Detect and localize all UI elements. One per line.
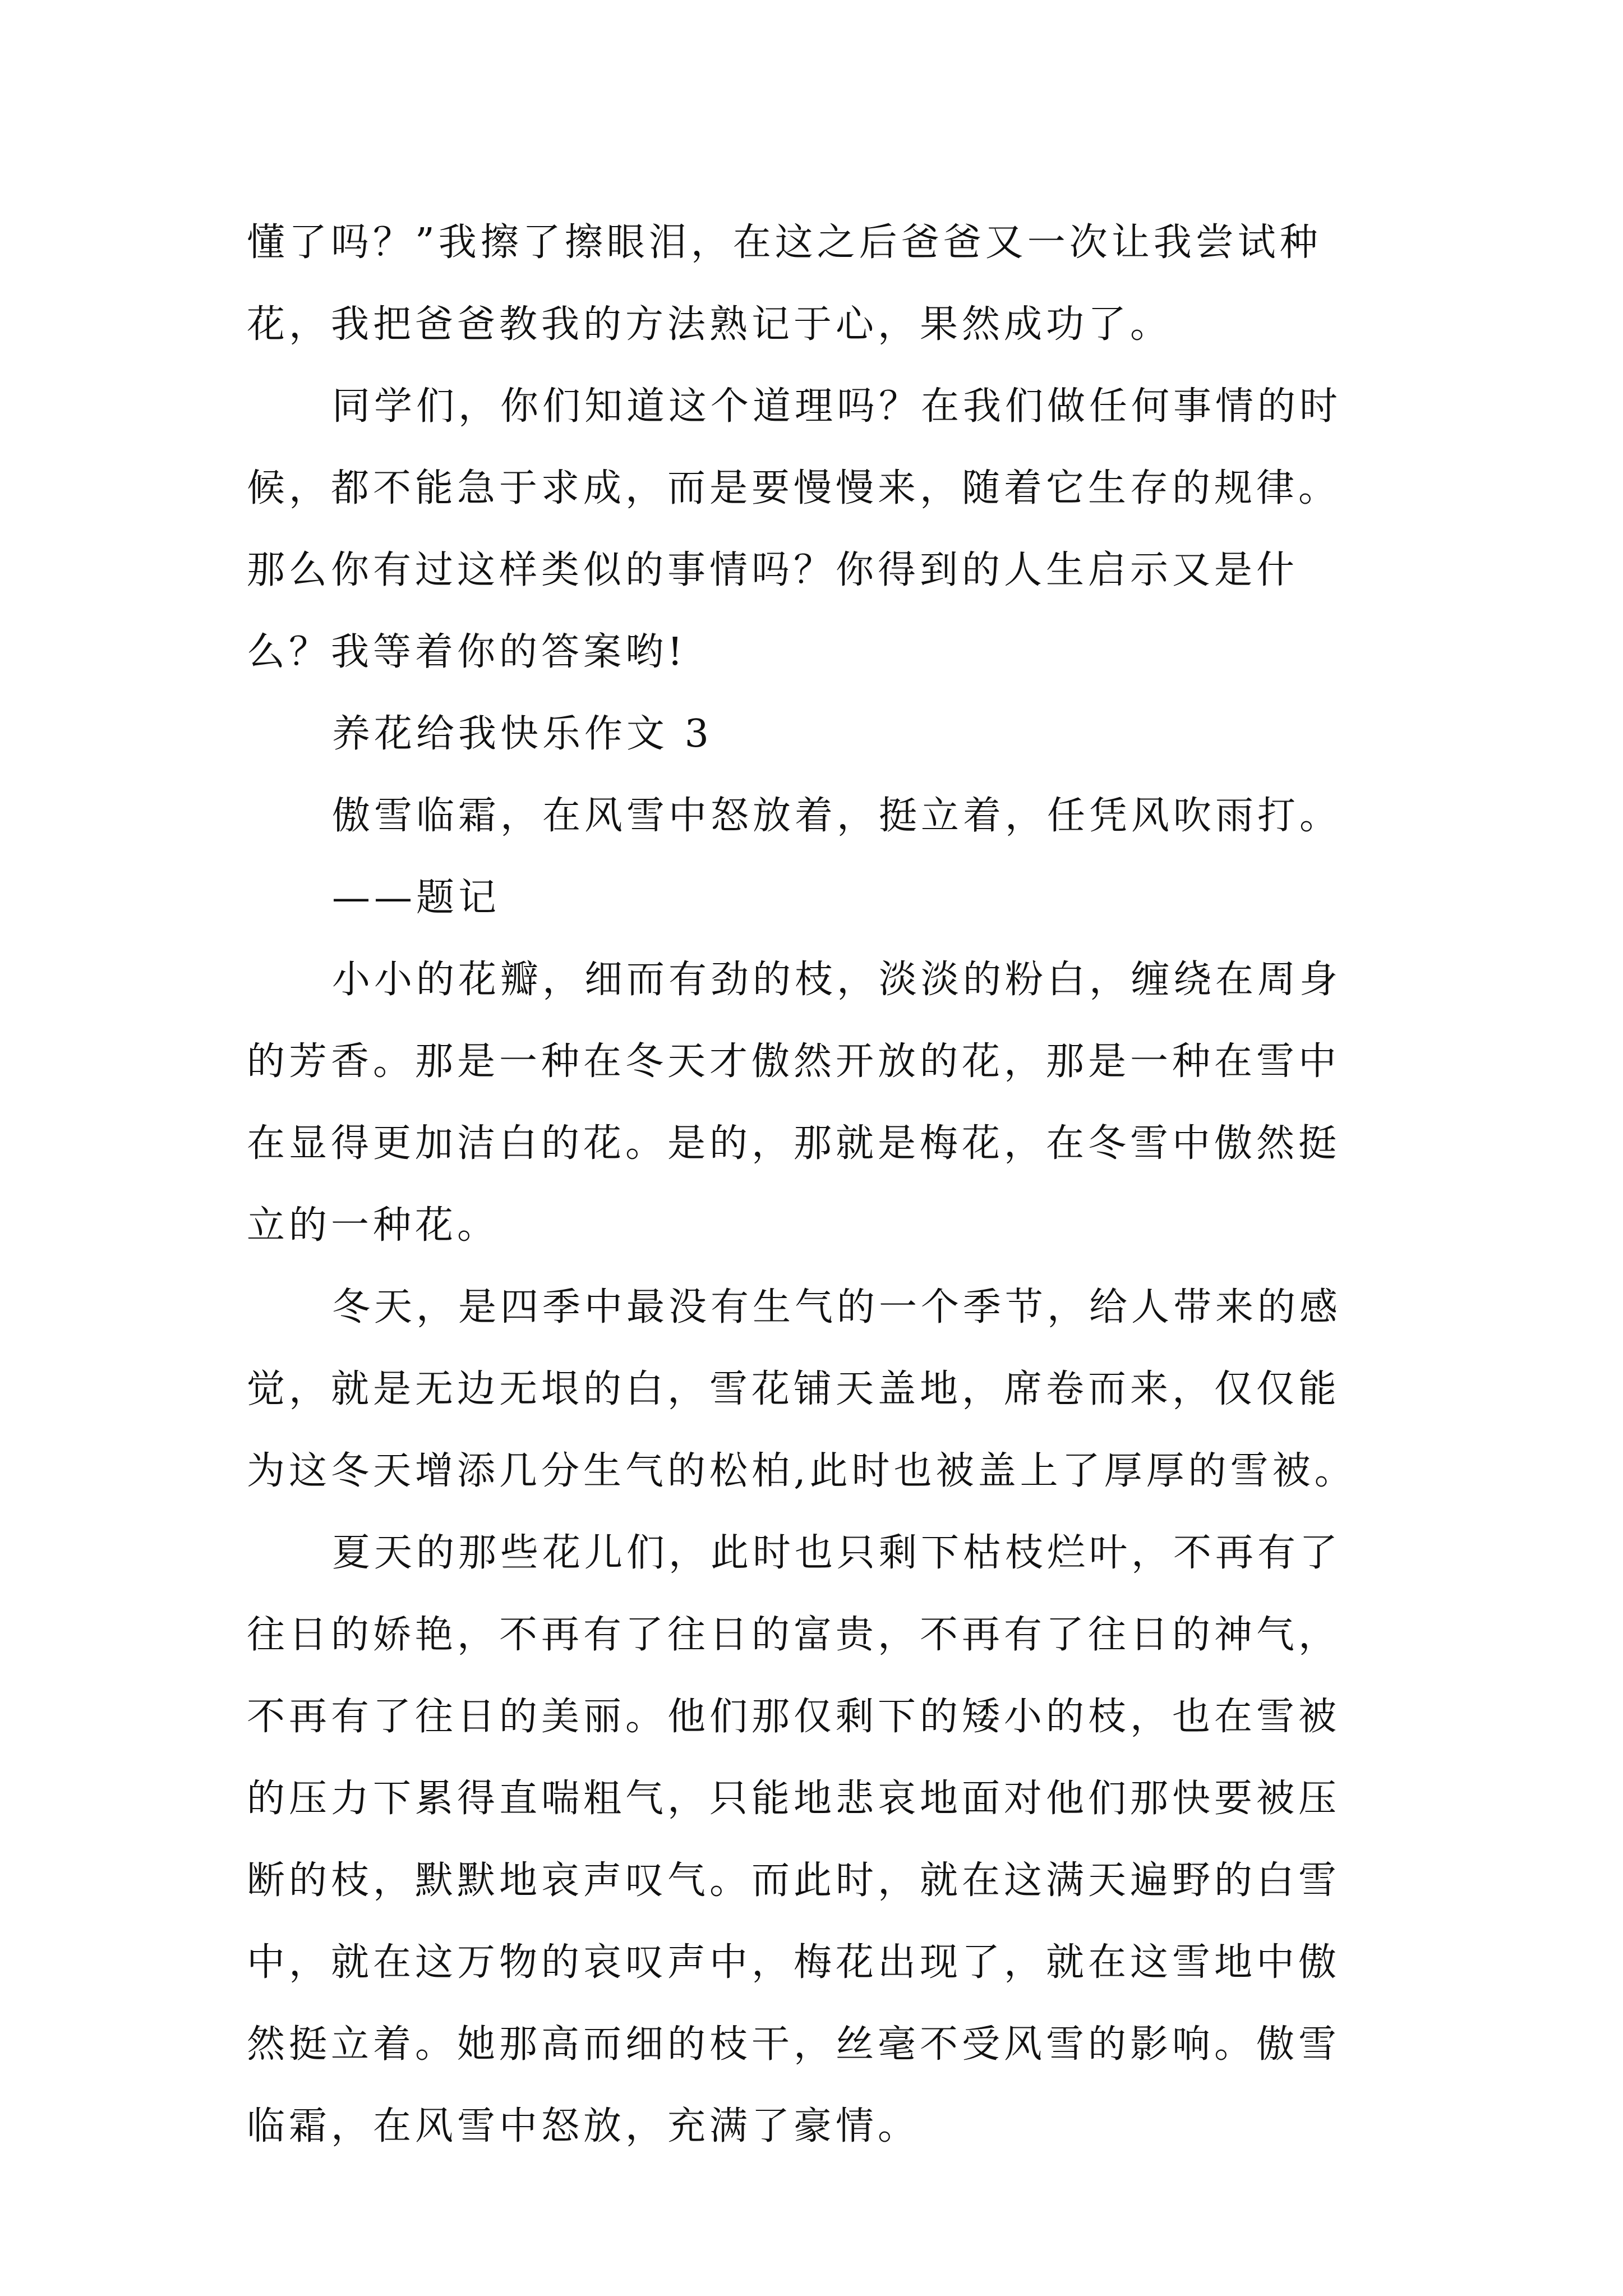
paragraph-line: 冬天，是四季中最没有生气的一个季节，给人带来的感 bbox=[332, 1285, 1342, 1329]
text-line: 那么你有过这样类似的事情吗？你得到的人生启示又是什 bbox=[247, 548, 1299, 592]
essay-title: 养花给我快乐作文 3 bbox=[332, 712, 713, 756]
text-line: 断的枝，默默地哀声叹气。而此时，就在这满天遍野的白雪 bbox=[247, 1858, 1341, 1903]
text-line: 觉，就是无边无垠的白，雪花铺天盖地，席卷而来，仅仅能 bbox=[247, 1367, 1341, 1411]
paragraph-line: 小小的花瓣，细而有劲的枝，淡淡的粉白，缠绕在周身 bbox=[332, 958, 1342, 1002]
text-line: 懂了吗？”我擦了擦眼泪，在这之后爸爸又一次让我尝试种 bbox=[247, 220, 1322, 265]
text-line: 为这冬天增添几分生气的松柏,此时也被盖上了厚厚的雪被。 bbox=[247, 1449, 1357, 1493]
text-line: 候，都不能急于求成，而是要慢慢来，随着它生存的规律。 bbox=[247, 466, 1341, 510]
epigraph-attribution: ——题记 bbox=[332, 876, 501, 920]
text-line: 临霜，在风雪中怒放，充满了豪情。 bbox=[247, 2104, 920, 2148]
text-line: 花，我把爸爸教我的方法熟记于心，果然成功了。 bbox=[247, 302, 1173, 347]
text-line: 的压力下累得直喘粗气，只能地悲哀地面对他们那快要被压 bbox=[247, 1777, 1341, 1821]
text-line: 的芳香。那是一种在冬天才傲然开放的花，那是一种在雪中 bbox=[247, 1039, 1341, 1084]
text-line: 中，就在这万物的哀叹声中，梅花出现了，就在这雪地中傲 bbox=[247, 1940, 1341, 1985]
text-line: 往日的娇艳，不再有了往日的富贵，不再有了往日的神气， bbox=[247, 1613, 1341, 1657]
epigraph-line: 傲雪临霜，在风雪中怒放着，挺立着，任凭风吹雨打。 bbox=[332, 794, 1342, 838]
text-line: 在显得更加洁白的花。是的，那就是梅花，在冬雪中傲然挺 bbox=[247, 1121, 1341, 1166]
essay-body bbox=[247, 202, 1424, 2168]
paragraph-line: 夏天的那些花儿们，此时也只剩下枯枝烂叶，不再有了 bbox=[332, 1531, 1342, 1575]
paragraph-line: 同学们，你们知道这个道理吗？在我们做任何事情的时 bbox=[332, 384, 1342, 429]
text-line: 不再有了往日的美丽。他们那仅剩下的矮小的枝，也在雪被 bbox=[247, 1695, 1341, 1739]
text-line: 然挺立着。她那高而细的枝干，丝毫不受风雪的影响。傲雪 bbox=[247, 2022, 1341, 2067]
text-line: 立的一种花。 bbox=[247, 1203, 500, 1248]
text-line: 么？我等着你的答案哟! bbox=[247, 630, 687, 674]
